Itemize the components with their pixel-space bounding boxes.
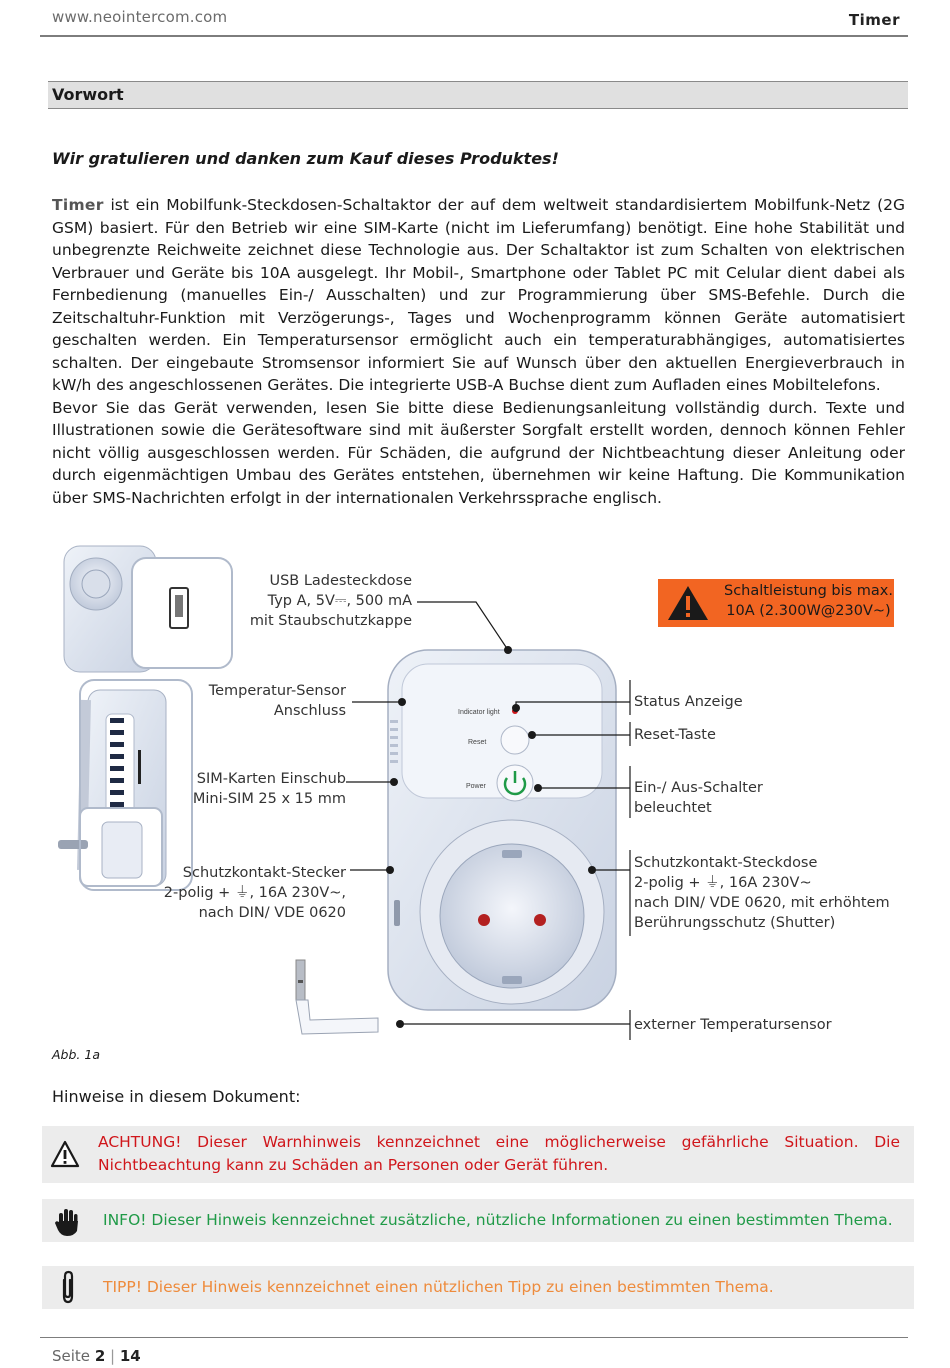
tip-note-text: TIPP! Dieser Hinweis kennzeichnet einen nützlichen Tipp zu einen bestimmten Thema.	[103, 1278, 774, 1296]
usb-label-line-2: Typ A, 5V⎓, 500 mA	[267, 593, 412, 609]
external-sensor-label: externer Temperatursensor	[634, 1017, 832, 1033]
intro-body	[52, 194, 905, 509]
power-switch-label	[634, 778, 763, 818]
plug-line-1: Schutzkontakt-Stecker	[182, 865, 346, 881]
main-device	[388, 650, 616, 1010]
header-brand: Timer	[848, 11, 900, 29]
product-figure	[52, 540, 908, 1040]
device-indicator-label: Indicator light	[458, 709, 500, 716]
socket-line-2: 2-polig + ⏚, 16A 230V~	[634, 875, 812, 891]
device-reset-label: Reset	[468, 739, 487, 746]
usb-label-line-3: mit Staubschutzkappe	[249, 613, 412, 629]
page-label: Seite	[52, 1347, 91, 1365]
device-power-label: Power	[466, 783, 486, 790]
total-pages: 14	[119, 1347, 141, 1365]
header-divider	[40, 35, 908, 37]
power-warning-text	[724, 581, 893, 621]
power-warning-line-1: Schaltleistung bis max.	[724, 583, 893, 599]
website-url: www.neointercom.com	[52, 8, 228, 26]
tip-note	[42, 1266, 914, 1309]
hand-stop-icon	[54, 1207, 80, 1237]
warning-note-text: ACHTUNG! Dieser Warnhinweis kennzeichnet eine möglicherweise gefährliche Situation. Die Nichtbeachtung kann zu Schäden an Personen oder Gerät führen.	[98, 1133, 900, 1174]
power-switch-line-2: beleuchtet	[634, 800, 712, 816]
sim-slot-line-1: SIM-Karten Einschub	[196, 771, 346, 787]
usb-label	[250, 571, 412, 631]
socket-line-3: nach DIN/ VDE 0620, mit erhöhtem	[634, 895, 890, 911]
plug-label	[164, 863, 346, 923]
plug-line-3: nach DIN/ VDE 0620	[198, 905, 346, 921]
current-page-number: 2	[94, 1347, 106, 1365]
warning-note	[42, 1126, 914, 1183]
status-label: Status Anzeige	[634, 694, 743, 710]
side-view-sim	[58, 680, 192, 890]
intro-paragraph-2: Bevor Sie das Gerät verwenden, lesen Sie bitte diese Bedienungsanleitung vollständig durch. Texte und Illustrationen sowie die Gerätesoftware sind mit äußerster Sorgfalt erstellt worden, dennoch können Fehler nicht völlig ausgeschlossen werden. Für Schäden, die aufgrund der Nichtbeachtung dieser Anleitung oder durch eigenmächtigen Umbau des Gerätes entstehen, übernehmen wir keine Haftung. Die Kommunikation über SMS-Nachrichten erfolgt in der internationalen Verkehrssprache englisch.	[52, 398, 905, 507]
paperclip-icon	[58, 1270, 78, 1306]
power-warning-line-2: 10A (2.300W@230V~)	[726, 603, 891, 619]
info-note	[42, 1199, 914, 1242]
sim-slot-label	[193, 769, 346, 809]
socket-line-4: Berührungsschutz (Shutter)	[634, 915, 836, 931]
inline-brand: Timer	[52, 196, 104, 214]
warning-triangle-icon	[50, 1140, 80, 1168]
intro-paragraph-1-text: ist ein Mobilfunk-Steckdosen-Schaltaktor der auf dem weltweit standardisiertem Mobilfunk-Netz (2G GSM) basiert. Für den Betrieb wir eine SIM-Karte (nicht im Lieferumfang) benötigt. Eine hohe Stabilität und unbegrenzte Reichweite zeichnet diese Technologie aus. Der Schaltaktor ist zum Schalten von elektrischen Verbrauer und Geräte bis 10A ausgelegt. Ihr Mobil-, Smartphone oder Tablet PC mit Celular dient dabei als Fernbedienung (manuelles Ein-/ Ausschalten) und zur Programmierung über SMS-Befehle. Durch die Zeitschaltuhr-Funktion mit Verzögerungs-, Tages und Wochenprogramm können Geräte automatisiert geschalten werden. Ein Temperatursensor ermöglicht auch ein temperaturabhängiges, automatisiertes schalten. Der eingebaute Stromsensor informiert Sie auf Wunsch über den aktuellen Energieverbrauch in kW/h des angeschlossenen Gerätes. Die integrierte USB-A Buchse dient zum Aufladen eines Mobiltelefons.	[52, 196, 905, 394]
temp-sensor-label	[209, 681, 346, 721]
external-sensor-plug	[296, 960, 378, 1034]
power-switch-line-1: Ein-/ Aus-Schalter	[634, 780, 763, 796]
figure-caption: Abb. 1a	[52, 1047, 100, 1062]
socket-label	[634, 853, 890, 933]
sim-slot-line-2: Mini-SIM 25 x 15 mm	[192, 791, 346, 807]
intro-paragraph-1	[52, 194, 905, 397]
temp-sensor-line-2: Anschluss	[273, 703, 346, 719]
socket-line-1: Schutzkontakt-Steckdose	[634, 855, 818, 871]
footer-divider	[40, 1337, 908, 1338]
notes-heading: Hinweise in diesem Dokument:	[52, 1087, 301, 1106]
side-view-usb	[64, 546, 232, 672]
section-heading-bar	[48, 81, 908, 109]
temp-sensor-line-1: Temperatur-Sensor	[208, 683, 346, 699]
page-separator: |	[110, 1347, 116, 1365]
page-footer	[52, 1347, 141, 1365]
section-title: Vorwort	[52, 85, 124, 104]
congratulations-line: Wir gratulieren und danken zum Kauf dieses Produktes!	[52, 149, 559, 168]
reset-label: Reset-Taste	[634, 727, 716, 743]
usb-label-line-1: USB Ladesteckdose	[269, 573, 412, 589]
plug-line-2: 2-polig + ⏚, 16A 230V~,	[163, 885, 346, 901]
info-note-text: INFO! Dieser Hinweis kennzeichnet zusätzliche, nützliche Informationen zu einen bestimmten Thema.	[103, 1211, 893, 1229]
